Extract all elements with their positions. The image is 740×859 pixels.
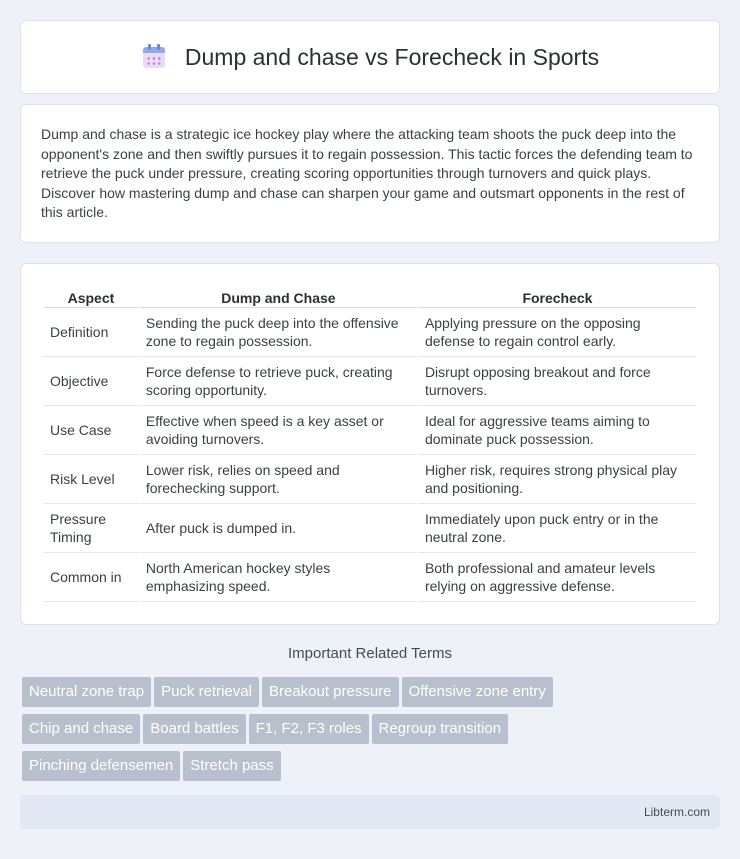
table-header-row <box>44 284 696 308</box>
row-aspect: Definition <box>44 308 138 357</box>
related-term-tag[interactable]: Offensive zone entry <box>402 677 553 707</box>
row-aspect: Use Case <box>44 406 138 455</box>
row-aspect: Objective <box>44 357 138 406</box>
page-header <box>20 20 720 94</box>
row-forecheck: Both professional and amateur levels relying on aggressive defense. <box>419 553 696 602</box>
page-title: Dump and chase vs Forecheck in Sports <box>184 43 600 70</box>
row-forecheck: Applying pressure on the opposing defense to regain control early. <box>419 308 696 357</box>
header-aspect: Aspect <box>44 284 138 308</box>
related-term-tag[interactable]: Neutral zone trap <box>22 677 151 707</box>
related-terms-list <box>22 677 712 788</box>
comparison-table <box>42 284 698 602</box>
intro-card <box>20 104 720 243</box>
footer <box>20 795 720 829</box>
related-term-tag[interactable]: Puck retrieval <box>154 677 259 707</box>
row-aspect: Risk Level <box>44 455 138 504</box>
row-forecheck: Higher risk, requires strong physical play and positioning. <box>419 455 696 504</box>
related-terms-title: Important Related Terms <box>288 645 452 662</box>
header-dump-and-chase: Dump and Chase <box>140 284 417 308</box>
table-row <box>44 455 696 504</box>
table-row <box>44 406 696 455</box>
row-dump-and-chase: Sending the puck deep into the offensive zone to regain possession. <box>140 308 417 357</box>
intro-text: Dump and chase is a strategic ice hockey play where the attacking team shoots the puck deep into the opponent's zone and then swiftly pursues it to regain possession. This tactic forces the defending team to retrieve the puck under pressure, creating scoring opportunities through turnovers and quick plays. Discover how mastering dump and chase can sharpen your game and outsmart opponents in the rest of this article. <box>41 126 693 221</box>
row-aspect: Common in <box>44 553 138 602</box>
comparison-card <box>20 263 720 625</box>
row-aspect: Pressure Timing <box>44 504 138 553</box>
header-forecheck: Forecheck <box>419 284 696 308</box>
related-term-tag[interactable]: F1, F2, F3 roles <box>249 714 369 744</box>
related-term-tag[interactable]: Regroup transition <box>372 714 509 744</box>
footer-brand[interactable]: Libterm.com <box>643 805 710 819</box>
row-dump-and-chase: Effective when speed is a key asset or avoiding turnovers. <box>140 406 417 455</box>
table-row <box>44 553 696 602</box>
row-dump-and-chase: North American hockey styles emphasizing speed. <box>140 553 417 602</box>
row-forecheck: Immediately upon puck entry or in the neutral zone. <box>419 504 696 553</box>
related-term-tag[interactable]: Breakout pressure <box>262 677 399 707</box>
table-row <box>44 504 696 553</box>
row-dump-and-chase: Lower risk, relies on speed and forechecking support. <box>140 455 417 504</box>
table-row <box>44 308 696 357</box>
row-forecheck: Ideal for aggressive teams aiming to dominate puck possession. <box>419 406 696 455</box>
row-dump-and-chase: Force defense to retrieve puck, creating scoring opportunity. <box>140 357 417 406</box>
row-forecheck: Disrupt opposing breakout and force turnovers. <box>419 357 696 406</box>
related-term-tag[interactable]: Chip and chase <box>22 714 140 744</box>
table-row <box>44 357 696 406</box>
calendar-icon <box>141 44 167 70</box>
row-dump-and-chase: After puck is dumped in. <box>140 504 417 553</box>
related-term-tag[interactable]: Pinching defensemen <box>22 751 180 781</box>
related-term-tag[interactable]: Stretch pass <box>183 751 280 781</box>
related-term-tag[interactable]: Board battles <box>143 714 245 744</box>
